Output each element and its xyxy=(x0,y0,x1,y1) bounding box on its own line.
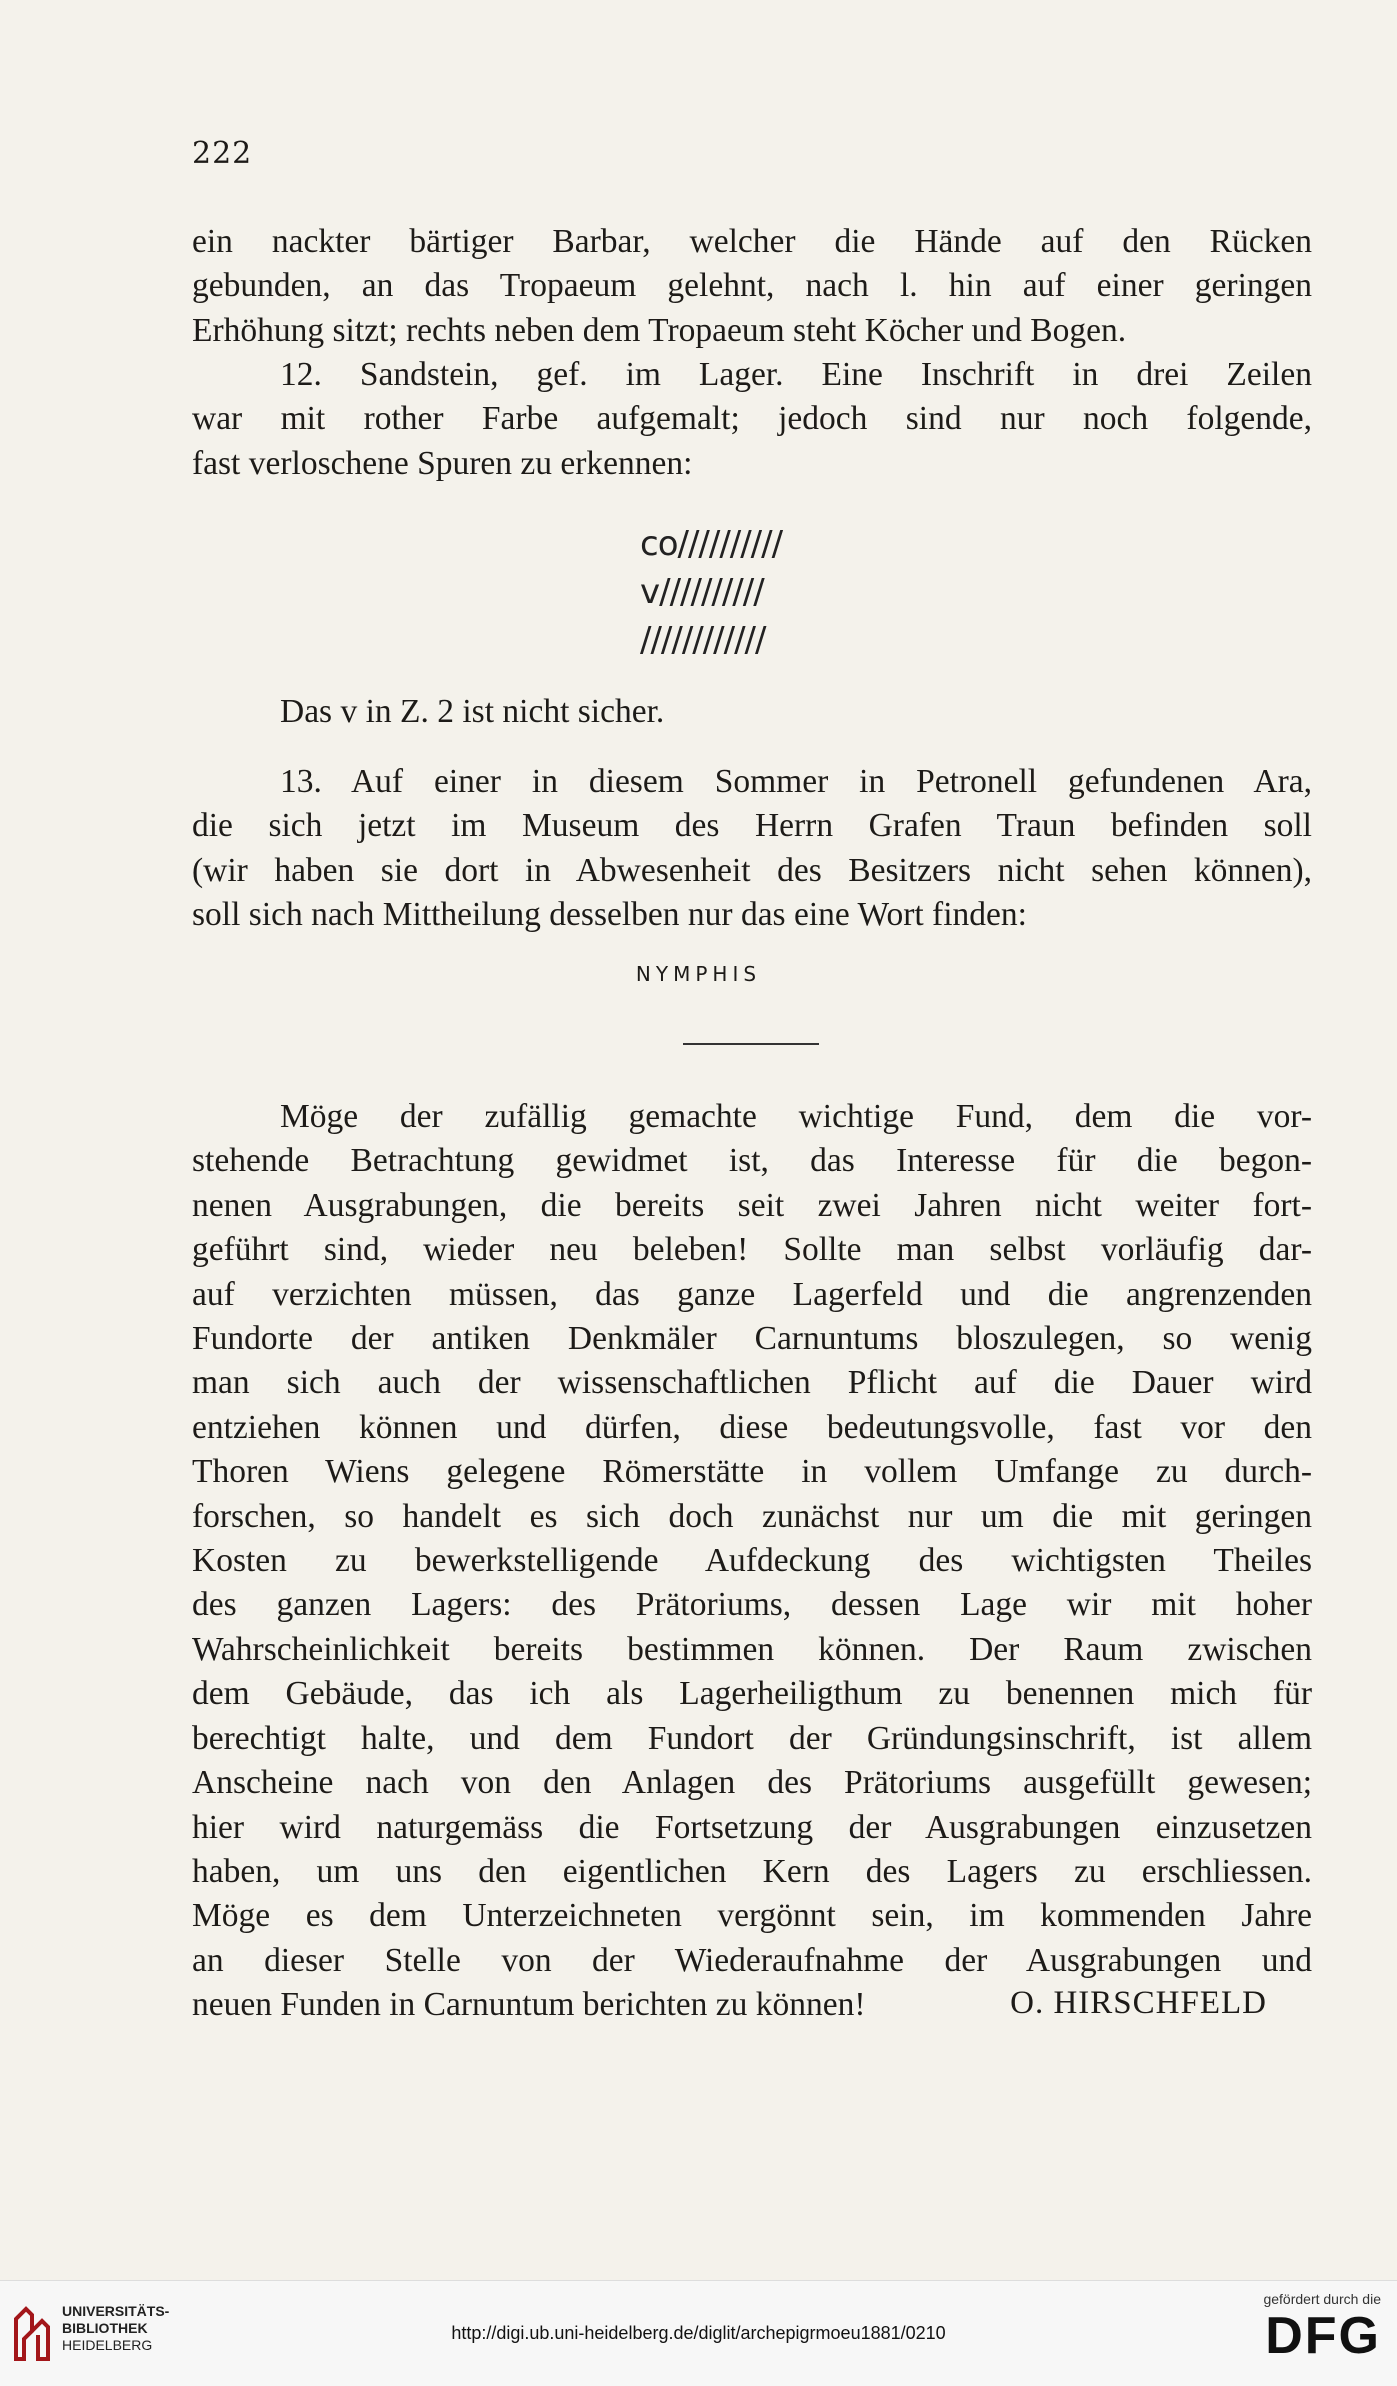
text-line: haben, um uns den eigentlichen Kern des Lagers zu erschliessen. xyxy=(192,1852,1312,1890)
text-line: forschen, so handelt es sich doch zunächst nur um die mit geringen xyxy=(192,1497,1312,1535)
text-line: war mit rother Farbe aufgemalt; jedoch sind nur noch folgende, xyxy=(192,400,1312,438)
text-line: Möge der zufällig gemachte wichtige Fund, dem die vor- xyxy=(280,1098,1312,1135)
text-line: man sich auch der wissenschaftlichen Pflicht auf die Dauer wird xyxy=(192,1364,1312,1402)
text-line: fast verloschene Spuren zu erkennen: xyxy=(192,444,693,482)
text-line: Erhöhung sitzt; rechts neben dem Tropaeum steht Köcher und Bogen. xyxy=(192,311,1127,349)
text-line: Kosten zu bewerkstelligende Aufdeckung des wichtigsten Theiles xyxy=(192,1542,1312,1580)
library-name-line: UNIVERSITÄTS- xyxy=(62,2303,170,2319)
text-line: entziehen können und dürfen, diese bedeutungsvolle, fast vor den xyxy=(192,1408,1312,1446)
text-line: soll sich nach Mittheilung desselben nur das eine Wort finden: xyxy=(192,896,1027,934)
inscription-line: //////////// xyxy=(640,620,766,660)
inscription-line: co////////// xyxy=(640,524,783,564)
dfg-logo[interactable]: DFG xyxy=(1265,2307,1381,2365)
text-line: Anscheine nach von den Anlagen des Prätoriums ausgefüllt gewesen; xyxy=(192,1764,1312,1802)
paragraph-conclusion xyxy=(192,1095,1312,2028)
text-line: geführt sind, wieder neu beleben! Sollte man selbst vorläufig dar- xyxy=(192,1231,1312,1269)
text-line: Möge es dem Unterzeichneten vergönnt sein, im kommenden Jahre xyxy=(192,1897,1312,1935)
text-line: an dieser Stelle von der Wiederaufnahme der Ausgrabungen und xyxy=(192,1941,1312,1979)
text-line: des ganzen Lagers: des Prätoriums, dessen Lage wir mit hoher xyxy=(192,1586,1312,1624)
paragraph-item-13 xyxy=(192,760,1312,938)
inscription-line: v////////// xyxy=(640,572,764,612)
nymphis-inscription: NYMPHIS xyxy=(635,962,762,986)
paragraph-item-12 xyxy=(192,353,1312,486)
paragraph-barbar xyxy=(192,220,1312,353)
section-divider xyxy=(683,1043,819,1045)
text-line: 13. Auf einer in diesem Sommer in Petronell gefundenen Ara, xyxy=(280,763,1312,800)
text-line: ein nackter bärtiger Barbar, welcher die Hände auf den Rücken xyxy=(192,223,1312,260)
text-line: Wahrscheinlichkeit bereits bestimmen können. Der Raum zwischen xyxy=(192,1630,1312,1668)
text-line: nenen Ausgrabungen, die bereits seit zwei Jahren nicht weiter fort- xyxy=(192,1186,1312,1224)
text-line: auf verzichten müssen, das ganze Lagerfeld und die angrenzenden xyxy=(192,1275,1312,1313)
text-line: stehende Betrachtung gewidmet ist, das Interesse für die begon- xyxy=(192,1142,1312,1180)
library-name-line: BIBLIOTHEK xyxy=(62,2320,148,2336)
text-line: Thoren Wiens gelegene Römerstätte in vollem Umfange zu durch- xyxy=(192,1453,1312,1491)
funding-notice xyxy=(1241,2291,1381,2365)
author-signature: O. HIRSCHFELD xyxy=(1010,1985,1267,2021)
text-line: Das v in Z. 2 ist nicht sicher. xyxy=(280,693,665,730)
footer-bar xyxy=(0,2280,1397,2386)
paragraph-note xyxy=(192,690,1312,734)
text-line: hier wird naturgemäss die Fortsetzung der Ausgrabungen einzusetzen xyxy=(192,1808,1312,1846)
funding-label: gefördert durch die xyxy=(1263,2291,1381,2307)
text-line: dem Gebäude, das ich als Lagerheiligthum zu benennen mich für xyxy=(192,1675,1312,1713)
permalink-url[interactable]: http://digi.ub.uni-heidelberg.de/diglit/archepigrmoeu1881/0210 xyxy=(451,2323,946,2343)
text-line: (wir haben sie dort in Abwesenheit des Besitzers nicht sehen können), xyxy=(192,851,1312,889)
text-line: berechtigt halte, und dem Fundort der Gründungsinschrift, ist allem xyxy=(192,1719,1312,1757)
text-line: 12. Sandstein, gef. im Lager. Eine Inschrift in drei Zeilen xyxy=(280,356,1312,393)
page-number: 222 xyxy=(192,136,253,171)
inscription-traces xyxy=(640,520,900,664)
text-line: Fundorte der antiken Denkmäler Carnuntums bloszulegen, so wenig xyxy=(192,1320,1312,1358)
library-name-line: HEIDELBERG xyxy=(62,2337,153,2353)
text-line: gebunden, an das Tropaeum gelehnt, nach l. hin auf einer geringen xyxy=(192,267,1312,305)
text-line: die sich jetzt im Museum des Herrn Grafen Traun befinden soll xyxy=(192,807,1312,845)
text-line: neuen Funden in Carnuntum berichten zu können! xyxy=(192,1986,866,2024)
